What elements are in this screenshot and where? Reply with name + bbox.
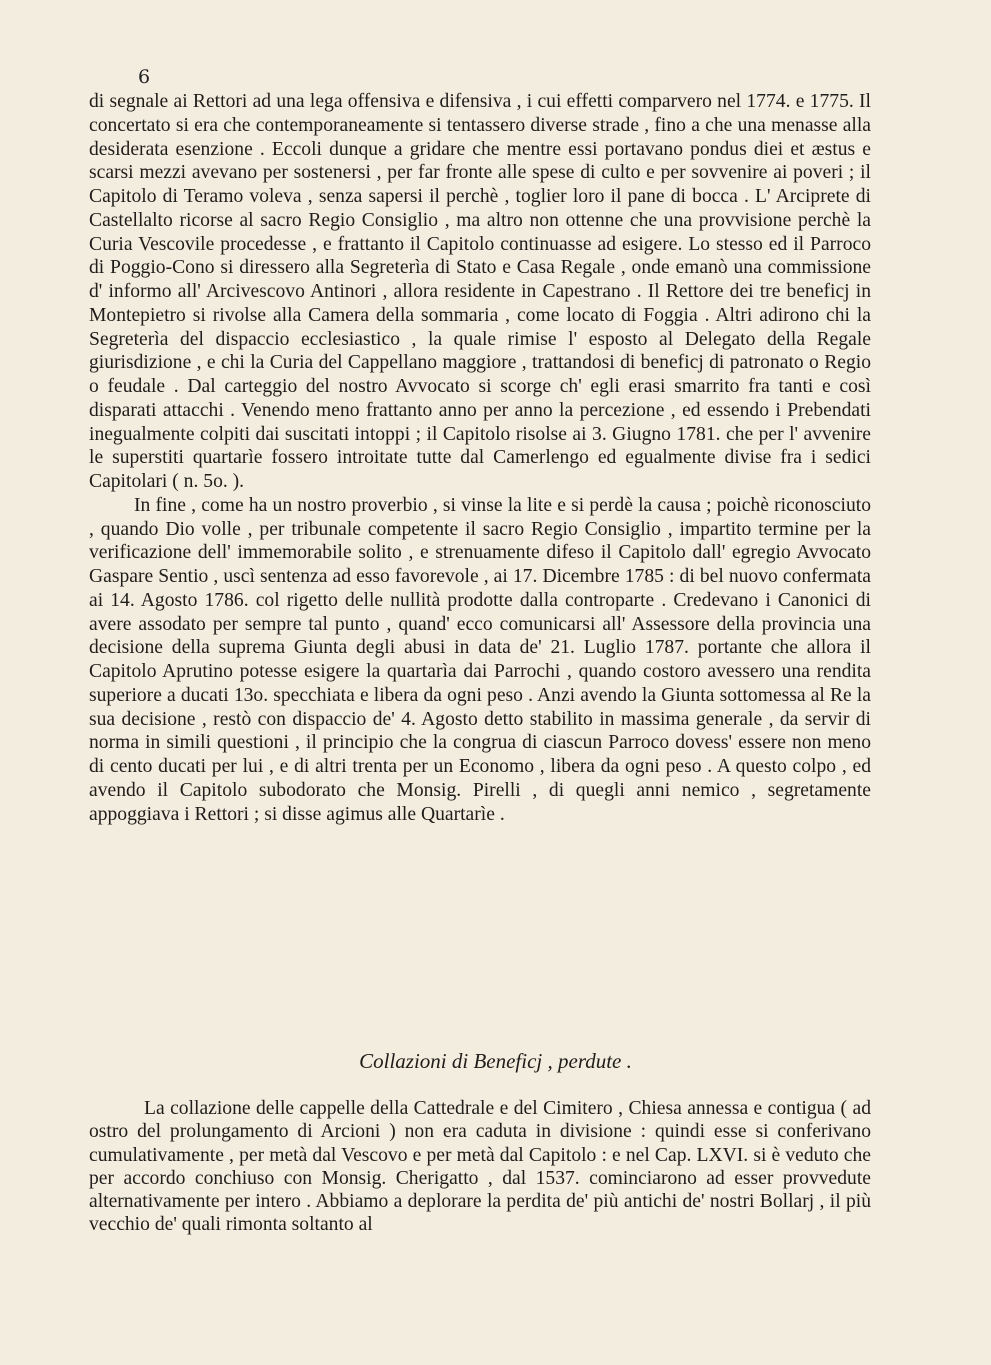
paragraph: La collazione delle cappelle della Cattedrale e del Cimitero , Chiesa annessa e contigua ( ad ostro del prolungamento di Arcioni ) non era caduta in divisione : quindi esse si conferivano cumulativamente , per metà dal Vescovo e per metà dal Capitolo : e nel Cap. LXVI. si è veduto che per accordo conchiuso con Monsig. Cherigatto , dal 1537. cominciarono ad esser provvedute alternativamente per intero . Abbiamo a deplorare la perdita de' più antichi de' nostri Bollarj , il più vecchio de' quali rimonta soltanto al bbox=[89, 1098, 871, 1236]
section-heading: Collazioni di Beneficj , perdute . bbox=[359, 1049, 632, 1073]
main-text-block bbox=[89, 90, 871, 826]
page-number: 6 bbox=[138, 66, 151, 88]
paragraph: di segnale ai Rettori ad una lega offensiva e difensiva , i cui effetti comparvero nel 1774. e 1775. Il concertato si era che contemporaneamente si tentassero diverse strade , fino a che una menasse alla desiderata esenzione . Eccoli dunque a gridare che mentre essi portavano pondus diei et æstus e scarsi mezzi avevano per sostenersi , per far fronte alle spese di culto e per sovvenire ai poveri ; il Capitolo di Teramo voleva , senza sapersi il perchè , toglier loro il pane di bocca . L' Arciprete di Castellalto ricorse al sacro Regio Consiglio , ma altro non ottenne che una provvisione perchè la Curia Vescovile procedesse , e frattanto il Capitolo continuasse ad esigere. Lo stesso ed il Parroco di Poggio-Cono si diressero alla Segreterìa di Stato e Casa Regale , onde emanò una commissione d' informo all' Arcivescovo Antinori , allora residente in Capestrano . Il Rettore dei tre beneficj in Montepietro si rivolse alla Camera della sommaria , come locato di Foggia . Altri adirono chi la Segreterìa del dispaccio ecclesiastico , la quale rimise l' esposto al Delegato della Regale giurisdizione , e chi la Curia del Cappellano maggiore , trattandosi di beneficj di patronato o Regio o feudale . Dal carteggio del nostro Avvocato si scorge ch' egli erasi smarrito fra tanti e così disparati attacchi . Venendo meno frattanto anno per anno la percezione , ed essendo i Prebendati inegualmente colpiti dai suscitati intoppi ; il Capitolo risolse ai 3. Giugno 1781. che per l' avvenire le superstiti quartarìe fossero introitate tutte dal Camerlengo ed egualmente divise fra i sedici Capitolari ( n. 5o. ). bbox=[89, 91, 871, 492]
paragraph: In fine , come ha un nostro proverbio , si vinse la lite e si perdè la causa ; poichè riconosciuto , quando Dio volle , per tribunale competente il sacro Regio Consiglio , impartito termine per la verificazione dell' immemorabile solito , e strenuamente difeso il Capitolo dall' egregio Avvocato Gaspare Sentio , uscì sentenza ad esso favorevole , ai 17. Dicembre 1785 : di bel nuovo confermata ai 14. Agosto 1786. col rigetto delle nullità prodotte dalla controparte . Credevano i Canonici di avere assodato per sempre tal punto , quand' ecco comunicarsi all' Assessore della provincia una decisione della suprema Giunta degli abusi in data de' 21. Luglio 1787. portante che allora il Capitolo Aprutino potesse esigere la quartarìa dai Parrochi , quando costoro avessero una rendita superiore a ducati 13o. specchiata e libera da ogni peso . Anzi avendo la Giunta sottomessa al Re la sua decisione , restò con dispaccio de' 4. Agosto detto stabilito in massima generale , da servir di norma in simili questioni , il principio che la congrua di ciascun Parroco dovess' essere non meno di cento ducati per lui , e di altri trenta per un Economo , libera da ogni peso . A questo colpo , ed avendo il Capitolo subodorato che Monsig. Pirelli , di quegli anni nemico , segretamente appoggiava i Rettori ; si disse agimus alle Quartarìe . bbox=[89, 494, 871, 825]
section-text-block bbox=[89, 1097, 871, 1237]
